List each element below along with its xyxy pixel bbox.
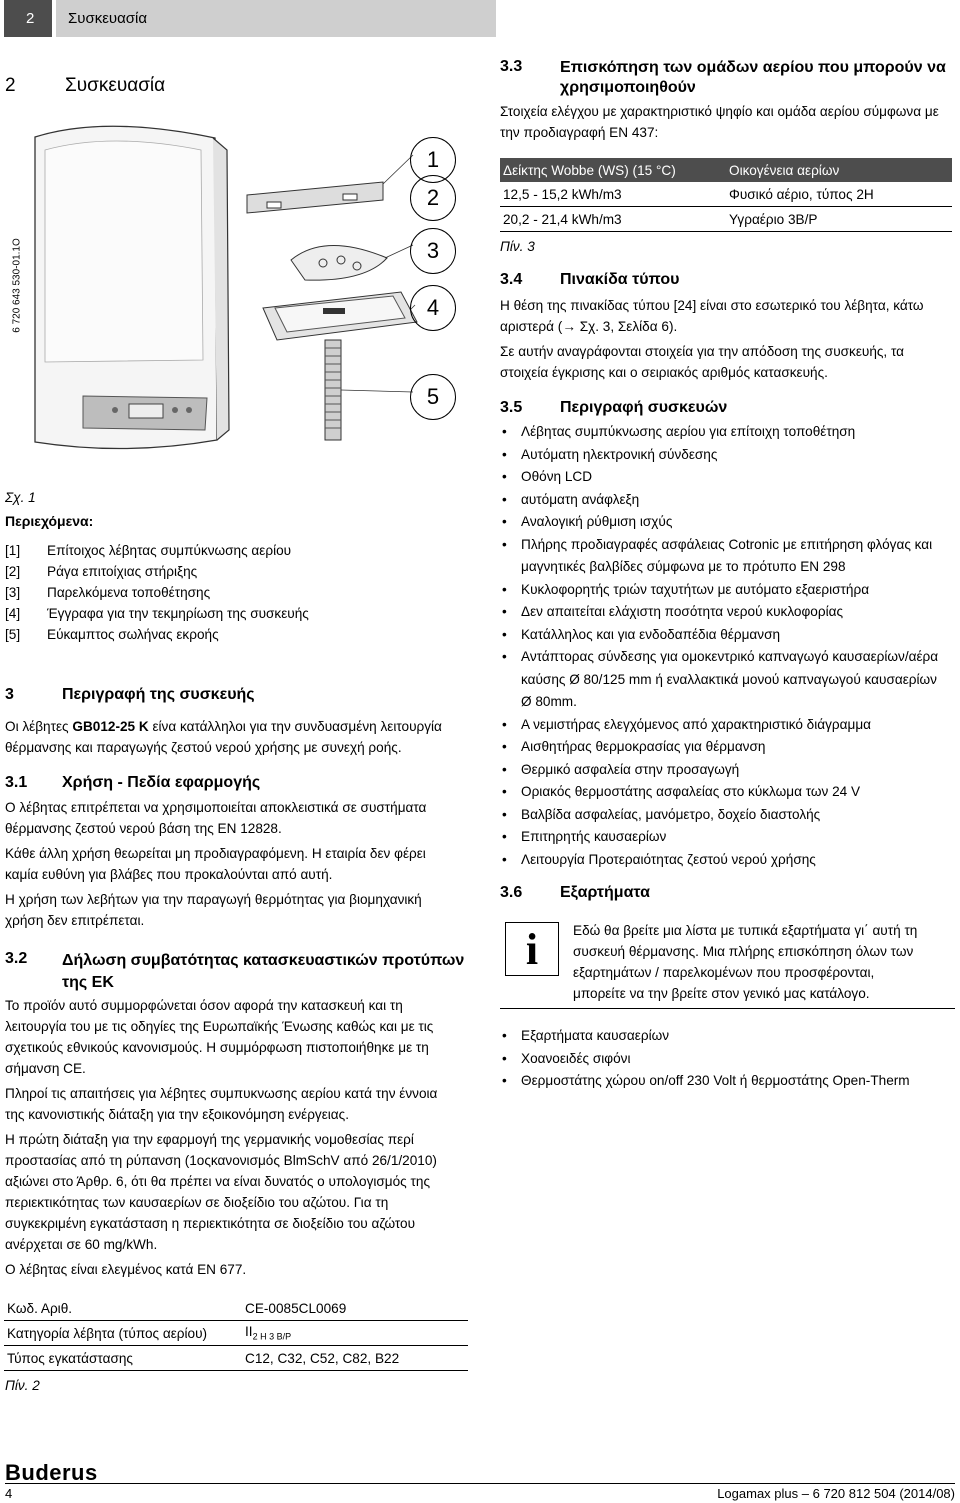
section-number: 3.2 — [5, 950, 28, 967]
list-item: • Επιτηρητής καυσαερίων — [500, 826, 960, 849]
list-item: • Πλήρης προδιαγραφές ασφάλειας Cotronic με επιτήρηση φλόγας και μαγνητικές βαλβίδες σύμφωνα με το πρότυπο EN 298 — [500, 534, 960, 579]
device-feature-list — [500, 421, 960, 871]
section-title: Περιγραφή της συσκευής — [62, 686, 255, 703]
footer-rule — [5, 1483, 955, 1484]
section-body: Το προϊόν αυτό συμμορφώνεται όσον αφορά την κατασκευή και τη λειτουργία του με τις οδηγίες της Ευρωπαϊκής Ένωσης καθώς και με τις σχετικούς εθνικούς κανονισμούς. Η συμμόρφωση πιστοποιήθηκε με τη σήμανση CE. Πληροί τις απαιτήσεις για λέβητες συμπυκνωσης αερίου κατά την έννοια της κανονιστικής διάταξη για την εξοικονόμηση ενέργειας. Η πρώτη διάταξη για την εφαρμογή της γερμανικής νομοθεσίας περί προστασίας από τη ρύπανση (1οςκανονισμός BlmSchV από 26/1/2010) αξιώνει στο Άρθρ. 6, ότι θα πρέπει να είναι δυνατός ο υπολογισμός της περιεκτικότητας των καυσαερίων σε διοξείδιο του αζώτου. Για τη συγκεκριμένη εγκατάσταση η περιεκτικότητα σε διοξείδιο του αζώτου ανέρχεται σε 60 mg/kWh. Ο λέβητας είναι ελεγμένος κατά EN 677. — [5, 998, 438, 1277]
contents-title: Περιεχόμενα: — [5, 513, 94, 529]
contents-list — [5, 540, 309, 645]
callout-3: 3 — [410, 228, 456, 274]
info-icon: i — [505, 922, 559, 976]
table-row — [500, 182, 952, 207]
list-item: • Αυτόματη ηλεκτρονική σύνδεσης — [500, 444, 960, 467]
table-row — [4, 1296, 468, 1321]
table-cell: C12, C32, C52, C82, B22 — [245, 1350, 400, 1366]
list-item: [4] Έγγραφα για την τεκμηρίωση της συσκευής — [5, 606, 309, 621]
table-cell: CE-0085CL0069 — [245, 1300, 347, 1316]
section-title: Χρήση - Πεδία εφαρμογής — [62, 774, 261, 791]
section-title: Εξαρτήματα — [560, 884, 650, 901]
list-item: • Λειτουργία Προτεραιότητας ζεστού νερού χρήσης — [500, 849, 960, 872]
section-number: 3.6 — [500, 884, 523, 901]
list-item: • Αισθητήρας θερμοκρασίας για θέρμανση — [500, 736, 960, 759]
accessory-list — [500, 1025, 960, 1093]
table-caption: Πίν. 3 — [500, 239, 535, 254]
table-cell: $II_{2 H 3 B/P}$ — [245, 1324, 292, 1342]
list-item: • Αντάπτορας σύνδεσης για ομοκεντρικό καπναγωγό καυσαερίων/αέρα καύσης Ø 80/125 mm ή εναλλακτικά μονού καπναγωγού καυσαερίων Ø 80mm. — [500, 646, 960, 714]
list-item: • αυτόματη ανάφλεξη — [500, 489, 960, 512]
info-divider — [500, 1008, 955, 1009]
table-header: Οικογένεια αερίων — [729, 162, 840, 178]
section-body: Ο λέβητας επιτρέπεται να χρησιμοποιείται αποκλειστικά σε συστήματα θέρμανσης ζεστού νερού βάση της EN 12828. Κάθε άλλη χρήση θεωρείται μη προδιαγραφόμενη. Η εταιρία δεν φέρει καμία ευθύνη για βλάβες που προκαλούνται από αυτή. Η χρήση των λεβήτων για την παραγωγή θερμότητας για βιομηχανική χρήση δεν επιτρέπεται. — [5, 800, 427, 928]
callout-5: 5 — [410, 374, 456, 420]
list-item: • Οθόνη LCD — [500, 466, 960, 489]
table-cell: Κωδ. Αριθ. — [7, 1300, 73, 1316]
callout-4: 4 — [410, 285, 456, 331]
section-body: Η θέση της πινακίδας τύπου [24] είναι στο εσωτερικό του λέβητα, κάτω αριστερά (→ Σχ. 3, Σελίδα 6). Σε αυτήν αναγράφονται στοιχεία για την απόδοση της συσκευής, τα στοιχεία έγκρισης και ο σειριακός αριθμός κατασκευής. — [500, 298, 924, 380]
figure-caption: Σχ. 1 — [5, 490, 36, 505]
section-title: Περιγραφή συσκευών — [560, 399, 728, 416]
section-intro: Στοιχεία ελέγχου με χαρακτηριστικό ψηφίο και ομάδα αερίου σύμφωνα με την προδιαγραφή EN 437: — [500, 104, 939, 140]
table-3 — [500, 158, 952, 232]
list-item: • Θερμικό ασφαλεία στην προσαγωγή — [500, 759, 960, 782]
list-item: • Οριακός θερμοστάτης ασφαλείας στο κύκλωμα των 24 V — [500, 781, 960, 804]
table-cell: Κατηγορία λέβητα (τύπος αερίου) — [7, 1325, 208, 1341]
figure-frame — [5, 110, 460, 480]
section-number: 3.4 — [500, 271, 523, 288]
section-paragraph: Οι λέβητες GB012-25 K είνα κατάλληλοι για την συνδυασμένη λειτουργία θέρμανσης και παραγωγής ζεστού νερού χρήσης με συνεχή ροής. — [5, 719, 442, 755]
section-title: Συσκευασία — [65, 75, 166, 96]
table-caption: Πίν. 2 — [5, 1378, 40, 1393]
callout-2: 2 — [410, 175, 456, 221]
table-cell: Υγραέριο 3B/P — [729, 211, 818, 227]
page-number: 4 — [5, 1486, 13, 1501]
list-item: • Δεν απαιτείται ελάχιστη ποσότητα νερού κυκλοφορίας — [500, 601, 960, 624]
table-cell: Φυσικό αέριο, τύπος 2H — [729, 186, 874, 202]
list-item: [5] Εύκαμπτος σωλήνας εκροής — [5, 627, 219, 642]
callout-1: 1 — [410, 137, 456, 183]
list-item: [3] Παρελκόμενα τοποθέτησης — [5, 585, 211, 600]
list-item: • Κατάλληλος και για ενδοδαπέδια θέρμανση — [500, 624, 960, 647]
brand-logo: Buderus — [5, 1460, 98, 1485]
section-title: Επισκόπηση των ομάδων αερίου που μπορούν να χρησιμοποιηθούν — [560, 59, 946, 96]
section-title: Πινακίδα τύπου — [560, 271, 680, 288]
section-title: Δήλωση συμβατότητας κατασκευαστικών προτύπων της ΕΚ — [62, 952, 465, 991]
list-item: • Λέβητας συμπύκνωσης αερίου για επίτοιχη τοποθέτηση — [500, 421, 960, 444]
section-number: 3.5 — [500, 399, 523, 416]
section-number: 3.3 — [500, 58, 523, 75]
table-2 — [4, 1296, 468, 1371]
section-number: 3.1 — [5, 774, 28, 791]
list-item: [1] Επίτοιχος λέβητας συμπύκνωσης αερίου — [5, 543, 292, 558]
list-item: [2] Ράγα επιτοίχιας στήριξης — [5, 564, 198, 579]
table-cell: 12,5 - 15,2 kWh/m3 — [503, 186, 622, 202]
section-number: 3 — [5, 686, 14, 703]
table-row — [4, 1321, 468, 1346]
boiler-illustration — [5, 110, 460, 480]
info-note: Εδώ θα βρείτε μια λίστα με τυπικά εξαρτήματα γι΄ αυτή τη συσκευή θέρμανσης. Μια πλήρης επισκόπηση όλων των εξαρτημάτων / παρελκομένων που προσφέρονται, μπορείτε να την βρείτε στον γενικό μας κατάλογο. — [573, 923, 918, 1001]
list-item: • Θερμοστάτης χώρου on/off 230 Volt ή θερμοστάτης Open-Therm — [500, 1070, 960, 1093]
list-item: • Εξαρτήματα καυσαερίων — [500, 1025, 960, 1048]
figure-side-label: 6 720 643 530-01.1O — [11, 238, 23, 333]
section-number: 2 — [5, 75, 16, 96]
document-id: Logamax plus – 6 720 812 504 (2014/08) — [717, 1486, 955, 1501]
list-item: • Βαλβίδα ασφαλείας, μανόμετρο, δοχείο διαστολής — [500, 804, 960, 827]
list-item: • Α νεμιστήρας ελεγχόμενος από χαρακτηριστικό διάγραμμα — [500, 714, 960, 737]
chapter-title: Συσκευασία — [56, 0, 496, 37]
list-item: • Κυκλοφορητής τριών ταχυτήτων με αυτόματο εξαεριστήρα — [500, 579, 960, 602]
list-item: • Αναλογική ρύθμιση ισχύς — [500, 511, 960, 534]
table-cell: Τύπος εγκατάστασης — [7, 1350, 133, 1366]
table-cell: 20,2 - 21,4 kWh/m3 — [503, 211, 622, 227]
table-header: Δείκτης Wobbe (WS) (15 °C) — [503, 162, 676, 178]
table-row — [500, 207, 952, 232]
list-item: • Χοανοειδές σιφόνι — [500, 1048, 960, 1071]
table-row — [4, 1346, 468, 1371]
table-row — [500, 158, 952, 182]
chapter-number: 2 — [4, 0, 52, 37]
